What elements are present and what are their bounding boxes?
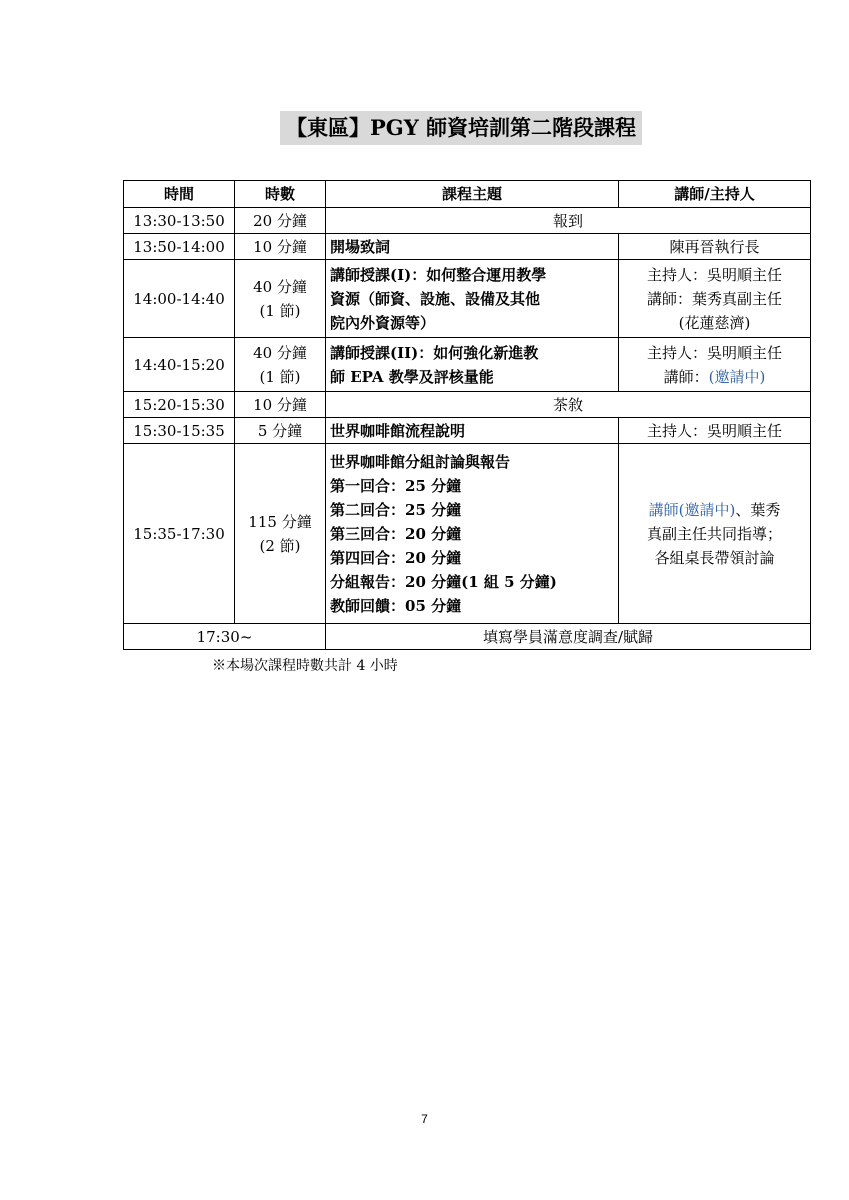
cell-host: 陳再晉執行長 xyxy=(619,234,811,260)
table-row xyxy=(124,338,811,392)
cell-time: 15:35-17:30 xyxy=(124,444,235,624)
cell-hours xyxy=(235,338,326,392)
cell-time: 15:20-15:30 xyxy=(124,392,235,418)
cell-time: 13:30-13:50 xyxy=(124,208,235,234)
topic-line: 第一回合：25 分鐘 xyxy=(330,476,462,495)
hours-value: 40 分鐘 xyxy=(253,343,307,362)
host-line: (花蓮慈濟) xyxy=(678,313,751,332)
cell-host xyxy=(619,444,811,624)
topic-line: 講師授課(I)：如何整合運用教學 xyxy=(330,265,547,284)
cell-host: 主持人：吳明順主任 xyxy=(619,418,811,444)
cell-time: 15:30-15:35 xyxy=(124,418,235,444)
header-topic: 課程主題 xyxy=(326,181,619,208)
host-prefix: 講師： xyxy=(663,367,709,386)
cell-topic xyxy=(326,260,619,338)
invited-status: 講師(邀請中) xyxy=(648,500,736,519)
table-row xyxy=(124,418,811,444)
page-number: 7 xyxy=(421,1112,428,1126)
host-line: 真副主任共同指導； xyxy=(646,524,782,543)
header-hours: 時數 xyxy=(235,181,326,208)
cell-time: 14:40-15:20 xyxy=(124,338,235,392)
cell-hours: 20 分鐘 xyxy=(235,208,326,234)
table-row xyxy=(124,444,811,624)
topic-line: 教師回饋：05 分鐘 xyxy=(330,596,462,615)
cell-time: 17:30~ xyxy=(124,624,326,650)
host-line xyxy=(623,365,806,389)
table-row xyxy=(124,260,811,338)
cell-hours xyxy=(235,260,326,338)
cell-hours: 10 分鐘 xyxy=(235,234,326,260)
hours-sessions: (1 節) xyxy=(259,301,301,320)
cell-topic: 開場致詞 xyxy=(326,234,619,260)
topic-line: 第四回合：20 分鐘 xyxy=(330,548,462,567)
cell-time: 14:00-14:40 xyxy=(124,260,235,338)
header-time: 時間 xyxy=(124,181,235,208)
invited-status: (邀請中) xyxy=(708,367,766,386)
host-line xyxy=(623,498,806,522)
header-host: 講師/主持人 xyxy=(619,181,811,208)
cell-time: 13:50-14:00 xyxy=(124,234,235,260)
table-row xyxy=(124,234,811,260)
host-line: 各組桌長帶領討論 xyxy=(654,548,775,567)
page-title: 【東區】PGY 師資培訓第二階段課程 xyxy=(280,111,642,145)
cell-topic xyxy=(326,338,619,392)
hours-sessions: (2 節) xyxy=(259,536,301,555)
cell-topic: 報到 xyxy=(326,208,811,234)
host-line: 主持人：吳明順主任 xyxy=(646,265,782,284)
cell-hours: 10 分鐘 xyxy=(235,392,326,418)
cell-hours xyxy=(235,444,326,624)
table-row xyxy=(124,392,811,418)
topic-line: 第二回合：25 分鐘 xyxy=(330,500,462,519)
table-row xyxy=(124,624,811,650)
host-line: 講師：葉秀真副主任 xyxy=(646,289,782,308)
topic-line: 分組報告：20 分鐘(1 組 5 分鐘) xyxy=(330,572,557,591)
schedule-table xyxy=(123,180,811,650)
hours-value: 40 分鐘 xyxy=(253,277,307,296)
cell-topic: 茶敘 xyxy=(326,392,811,418)
topic-line: 院內外資源等） xyxy=(330,313,436,332)
cell-host xyxy=(619,260,811,338)
table-header-row xyxy=(124,181,811,208)
topic-line: 師 EPA 教學及評核量能 xyxy=(330,367,494,386)
cell-topic: 填寫學員滿意度調查/賦歸 xyxy=(326,624,811,650)
cell-hours: 5 分鐘 xyxy=(235,418,326,444)
hours-value: 115 分鐘 xyxy=(248,512,312,531)
cell-host xyxy=(619,338,811,392)
cell-topic xyxy=(326,444,619,624)
host-line: 主持人：吳明順主任 xyxy=(646,343,782,362)
topic-line: 講師授課(II)：如何強化新進教 xyxy=(330,343,539,362)
hours-sessions: (1 節) xyxy=(259,367,301,386)
topic-line: 資源（師資、設施、設備及其他 xyxy=(330,289,541,308)
table-row xyxy=(124,208,811,234)
host-text: 、葉秀 xyxy=(735,500,781,519)
topic-line: 世界咖啡館分組討論與報告 xyxy=(330,452,511,471)
footnote: ※本場次課程時數共計 4 小時 xyxy=(212,658,398,674)
cell-topic: 世界咖啡館流程說明 xyxy=(326,418,619,444)
topic-line: 第三回合：20 分鐘 xyxy=(330,524,462,543)
